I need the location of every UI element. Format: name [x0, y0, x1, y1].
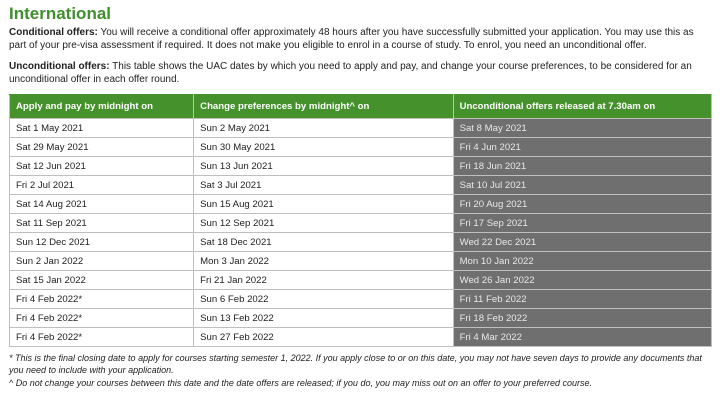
change-date-cell: Sat 18 Dec 2021: [194, 233, 453, 252]
apply-date-cell: Sat 14 Aug 2021: [10, 195, 194, 214]
table-row: [10, 119, 712, 138]
table-row: [10, 195, 712, 214]
change-date-cell: Sun 13 Feb 2022: [194, 309, 453, 328]
change-date-cell: Sun 2 May 2021: [194, 119, 453, 138]
table-row: [10, 214, 712, 233]
footnote-caret: ^ Do not change your courses between this date and the date offers are released; if you do, you may miss out on an offer to your preferred course.: [9, 378, 593, 388]
table-row: [10, 309, 712, 328]
change-date-cell: Sun 15 Aug 2021: [194, 195, 453, 214]
header-change-preferences: Change preferences by midnight^ on: [194, 95, 453, 119]
unconditional-offers-label: Unconditional offers:: [9, 61, 110, 72]
apply-date-cell: Sat 15 Jan 2022: [10, 271, 194, 290]
table-row: [10, 271, 712, 290]
unconditional-offers-paragraph: [9, 60, 711, 86]
release-date-cell: Mon 10 Jan 2022: [453, 252, 711, 271]
change-date-cell: Fri 21 Jan 2022: [194, 271, 453, 290]
release-date-cell: Fri 4 Mar 2022: [453, 328, 711, 347]
apply-date-cell: Sun 12 Dec 2021: [10, 233, 194, 252]
apply-date-cell: Fri 4 Feb 2022*: [10, 290, 194, 309]
footnote-asterisk: * This is the final closing date to apply for courses starting semester 1, 2022. If you apply close to or on this date, you may not have seven days to provide any documents that you need to include with your application.: [9, 353, 702, 375]
table-row: [10, 176, 712, 195]
table-row: [10, 157, 712, 176]
header-offers-released: Unconditional offers released at 7.30am on: [453, 95, 711, 119]
release-date-cell: Fri 17 Sep 2021: [453, 214, 711, 233]
release-date-cell: Fri 18 Feb 2022: [453, 309, 711, 328]
change-date-cell: Sun 27 Feb 2022: [194, 328, 453, 347]
release-date-cell: Fri 11 Feb 2022: [453, 290, 711, 309]
change-date-cell: Sun 13 Jun 2021: [194, 157, 453, 176]
release-date-cell: Sat 8 May 2021: [453, 119, 711, 138]
change-date-cell: Mon 3 Jan 2022: [194, 252, 453, 271]
change-date-cell: Sun 6 Feb 2022: [194, 290, 453, 309]
apply-date-cell: Sun 2 Jan 2022: [10, 252, 194, 271]
apply-date-cell: Sat 29 May 2021: [10, 138, 194, 157]
conditional-offers-text: You will receive a conditional offer approximately 48 hours after you have successfully submitted your application. You may use this as part of your pre-visa assessment if required. It does not make you eligible to enrol in a course of study. To enrol, you need an unconditional offer.: [9, 27, 694, 51]
table-header-row: [10, 95, 712, 119]
change-date-cell: Sun 12 Sep 2021: [194, 214, 453, 233]
table-row: [10, 252, 712, 271]
section-heading: International: [9, 4, 112, 23]
apply-date-cell: Sat 1 May 2021: [10, 119, 194, 138]
release-date-cell: Fri 4 Jun 2021: [453, 138, 711, 157]
release-date-cell: Wed 26 Jan 2022: [453, 271, 711, 290]
conditional-offers-paragraph: [9, 26, 711, 52]
unconditional-offers-text: This table shows the UAC dates by which you need to apply and pay, and change your course preferences, to be considered for an unconditional offer in each offer round.: [9, 61, 692, 85]
apply-date-cell: Fri 4 Feb 2022*: [10, 328, 194, 347]
table-row: [10, 328, 712, 347]
release-date-cell: Fri 20 Aug 2021: [453, 195, 711, 214]
release-date-cell: Sat 10 Jul 2021: [453, 176, 711, 195]
offer-dates-table: [9, 94, 712, 347]
release-date-cell: Wed 22 Dec 2021: [453, 233, 711, 252]
table-body: [10, 119, 712, 347]
change-date-cell: Sat 3 Jul 2021: [194, 176, 453, 195]
apply-date-cell: Fri 4 Feb 2022*: [10, 309, 194, 328]
table-row: [10, 290, 712, 309]
conditional-offers-label: Conditional offers:: [9, 27, 98, 38]
change-date-cell: Sun 30 May 2021: [194, 138, 453, 157]
apply-date-cell: Sat 12 Jun 2021: [10, 157, 194, 176]
table-row: [10, 138, 712, 157]
table-row: [10, 233, 712, 252]
header-apply-and-pay: Apply and pay by midnight on: [10, 95, 194, 119]
release-date-cell: Fri 18 Jun 2021: [453, 157, 711, 176]
apply-date-cell: Sat 11 Sep 2021: [10, 214, 194, 233]
apply-date-cell: Fri 2 Jul 2021: [10, 176, 194, 195]
